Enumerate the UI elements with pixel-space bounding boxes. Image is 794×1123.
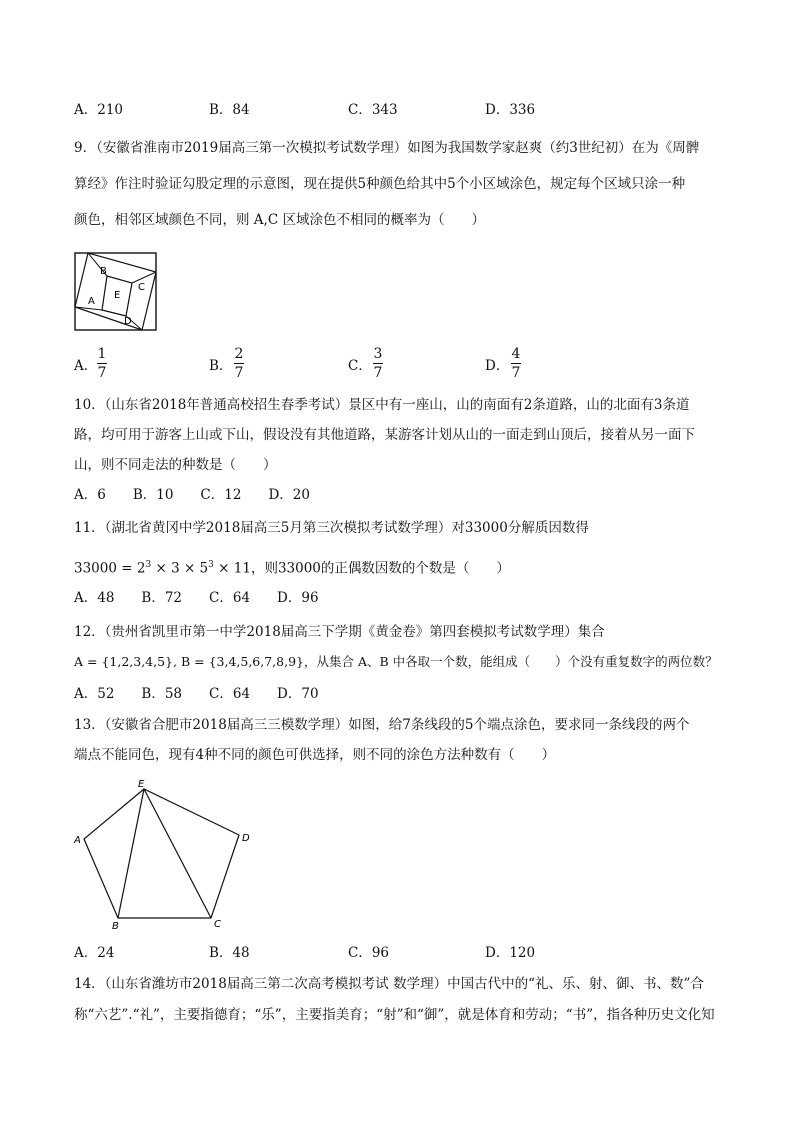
q11-text-line-1: 11．（湖北省黄冈中学2018届高三5月第三次模拟考试数学理）对33000分解质因数得	[74, 520, 589, 536]
q9-option-d-letter: D．	[485, 358, 510, 374]
vertex-c-label: C	[214, 919, 221, 930]
region-e-label: E	[114, 290, 121, 301]
q9-option-c-fraction	[373, 346, 383, 381]
q10-text-line-3: 山，则不同走法的种数是（ ）	[74, 457, 277, 473]
q8-option-a: A．210	[74, 102, 124, 118]
q9-option-c-letter: C．	[348, 358, 372, 374]
vertex-b-label: B	[112, 921, 119, 932]
q9-option-a-letter: A．	[74, 358, 98, 374]
q13-option-d: D．120	[485, 945, 536, 961]
q14-text-line-1: 14．（山东省潍坊市2018届高三第二次高考模拟考试 数学理）中国古代中的“礼、乐、射、御、书、数”合	[74, 976, 704, 992]
denominator: 7	[234, 365, 244, 381]
denominator: 7	[511, 365, 521, 381]
q9-option-d-fraction	[511, 346, 521, 381]
q9-text-line-1: 9．（安徽省淮南市2019届高三第一次模拟考试数学理）如图为我国数学家赵爽（约3世纪初）在为《周髀	[74, 140, 700, 156]
q11-options: A．48 B．72 C．64 D．96	[74, 590, 319, 606]
q10-text-line-1: 10．（山东省2018年普通高校招生春季考试）景区中有一座山，山的南面有2条道路，山的北面有3条道	[74, 397, 690, 413]
region-b-label: B	[100, 266, 107, 277]
q9-option-a-fraction	[97, 346, 107, 381]
q12-text-line-1: 12．（贵州省凯里市第一中学2018届高三下学期《黄金卷》第四套模拟考试数学理）集合	[74, 624, 605, 640]
q13-text-line-1: 13．（安徽省合肥市2018届高三三模数学理）如图，给7条线段的5个端点涂色，要求同一条线段的两个	[74, 717, 690, 733]
q13-option-a: A．24	[74, 945, 115, 961]
q8-option-b: B．84	[209, 102, 250, 118]
q14-text-line-2: 称“六艺”.“礼”，主要指德育；“乐”，主要指美育；“射”和“御”，就是体育和劳动；“书”，指各种历史文化知	[74, 1007, 715, 1023]
region-c-label: C	[138, 282, 145, 293]
q9-option-b-letter: B．	[209, 358, 233, 374]
q12-options: A．52 B．58 C．64 D．70	[74, 686, 319, 702]
q10-options: A．6 B．10 C．12 D．20	[74, 487, 310, 503]
exponent-2: 3	[208, 560, 214, 570]
denominator: 7	[97, 365, 107, 381]
exponent-1: 3	[145, 560, 152, 570]
q11-expression	[74, 556, 510, 578]
region-d-label: D	[124, 316, 132, 327]
q13-option-b: B．48	[209, 945, 250, 961]
vertex-e-label: E	[138, 779, 145, 790]
denominator: 7	[373, 365, 383, 381]
numerator: 1	[97, 346, 107, 362]
zhao-shuang-diagram	[74, 252, 158, 332]
q8-option-c: C．343	[348, 102, 398, 118]
q9-text-line-3: 颜色，相邻区域颜色不同，则 A,C 区域涂色不相同的概率为（ ）	[74, 212, 485, 228]
q9-option-b-fraction	[234, 346, 244, 381]
expr-post: × 11，则33000的正偶数因数的个数是（ ）	[213, 560, 510, 577]
numerator: 2	[234, 346, 244, 362]
q13-text-line-2: 端点不能同色，现有4种不同的颜色可供选择，则不同的涂色方法种数有（ ）	[74, 747, 556, 763]
numerator: 3	[373, 346, 383, 362]
q13-option-c: C．96	[348, 945, 390, 961]
q8-option-d: D．336	[485, 102, 536, 118]
numerator: 4	[511, 346, 521, 362]
expr-mid: × 3 × 5	[151, 560, 209, 577]
q10-text-line-2: 路，均可用于游客上山或下山，假设没有其他道路，某游客计划从山的一面走到山顶后，接着从另一面下	[74, 427, 695, 443]
region-a-label: A	[88, 296, 95, 307]
q12-text-line-2: A = {1,2,3,4,5}, B = {3,4,5,6,7,8,9}，从集合 A、B 中各取一个数，能组成（ ）个没有重复数字的两位数？	[74, 654, 718, 669]
q9-text-line-2: 算经》作注时验证勾股定理的示意图，现在提供5种颜色给其中5个小区域涂色，规定每个区域只涂一种	[74, 176, 686, 192]
pentagon-diagram	[70, 777, 260, 932]
vertex-a-label: A	[74, 835, 81, 846]
expr-pre: 33000 = 2	[74, 560, 146, 577]
vertex-d-label: D	[242, 833, 250, 844]
